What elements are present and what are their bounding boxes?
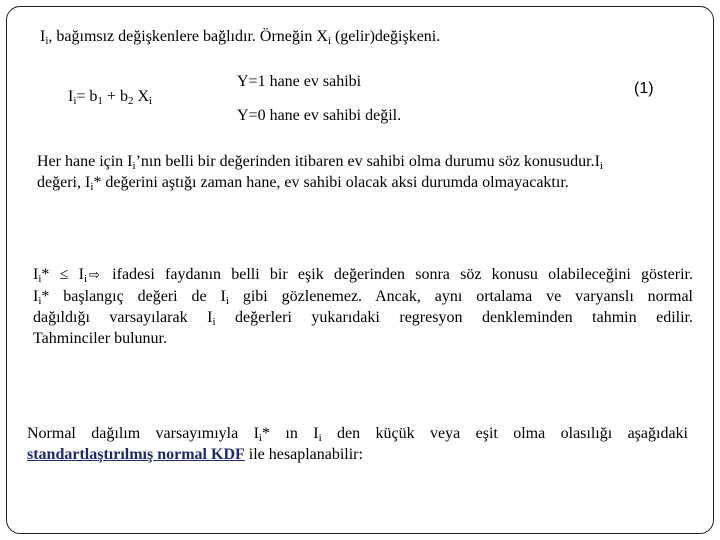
equation-number: (1) [634, 80, 654, 97]
paragraph-normal-distribution [27, 423, 688, 465]
paragraph-utility [33, 264, 693, 349]
paragraph-line: Tahminciler bulunur. [33, 330, 167, 347]
paragraph-line: dağıldığı varsayılarak $I_i$ değerleri yukarıdaki regresyon denkleminden tahmin edilir. [33, 309, 693, 328]
paragraph-threshold [37, 151, 693, 193]
case-not-owner: Y=0 hane ev sahibi değil. [237, 107, 402, 124]
paragraph-line: Her hane için $I_i’nın$ belli bir değerinden itibaren ev sahibi olma durumu söz $konusudur.I_i$ [37, 153, 603, 172]
paragraph-line: standartlaştırılmış normal KDF ile hesaplanabilir: [27, 446, 363, 463]
paragraph-line: $I_i* \le I_i$ ⇨ ifadesi faydanın belli bir eşik değerinden sonra söz konusu olabileceğini gösterir. [33, 266, 693, 285]
intro-line: $I_i$, bağımsız değişkenlere bağlıdır. Örneğin $X_i$ (gelir)değişkeni. [40, 28, 441, 47]
case-owner: Y=1 hane ev sahibi [237, 73, 362, 90]
paragraph-line: Normal dağılım varsayımıyla $I_i*$ ın $I_i$ den küçük veya eşit olma olasılığı aşağıdaki [27, 425, 688, 444]
paragraph-line: $I_i*$ başlangıç değeri de $I_i$ gibi gözlenemez. Ancak, aynı ortalama ve varyanslı normal [33, 288, 693, 307]
cdf-link[interactable]: standartlaştırılmış normal KDF [27, 446, 245, 463]
right-arrow-icon: ⇨ [89, 268, 100, 283]
paragraph-line: değeri, $I_i*$ değerini aştığı zaman hane, ev sahibi olacak aksi durumda olmayacaktır. [37, 174, 569, 193]
regression-equation: $I_i= b_1 + b_2$ $X_i$ [68, 88, 153, 107]
